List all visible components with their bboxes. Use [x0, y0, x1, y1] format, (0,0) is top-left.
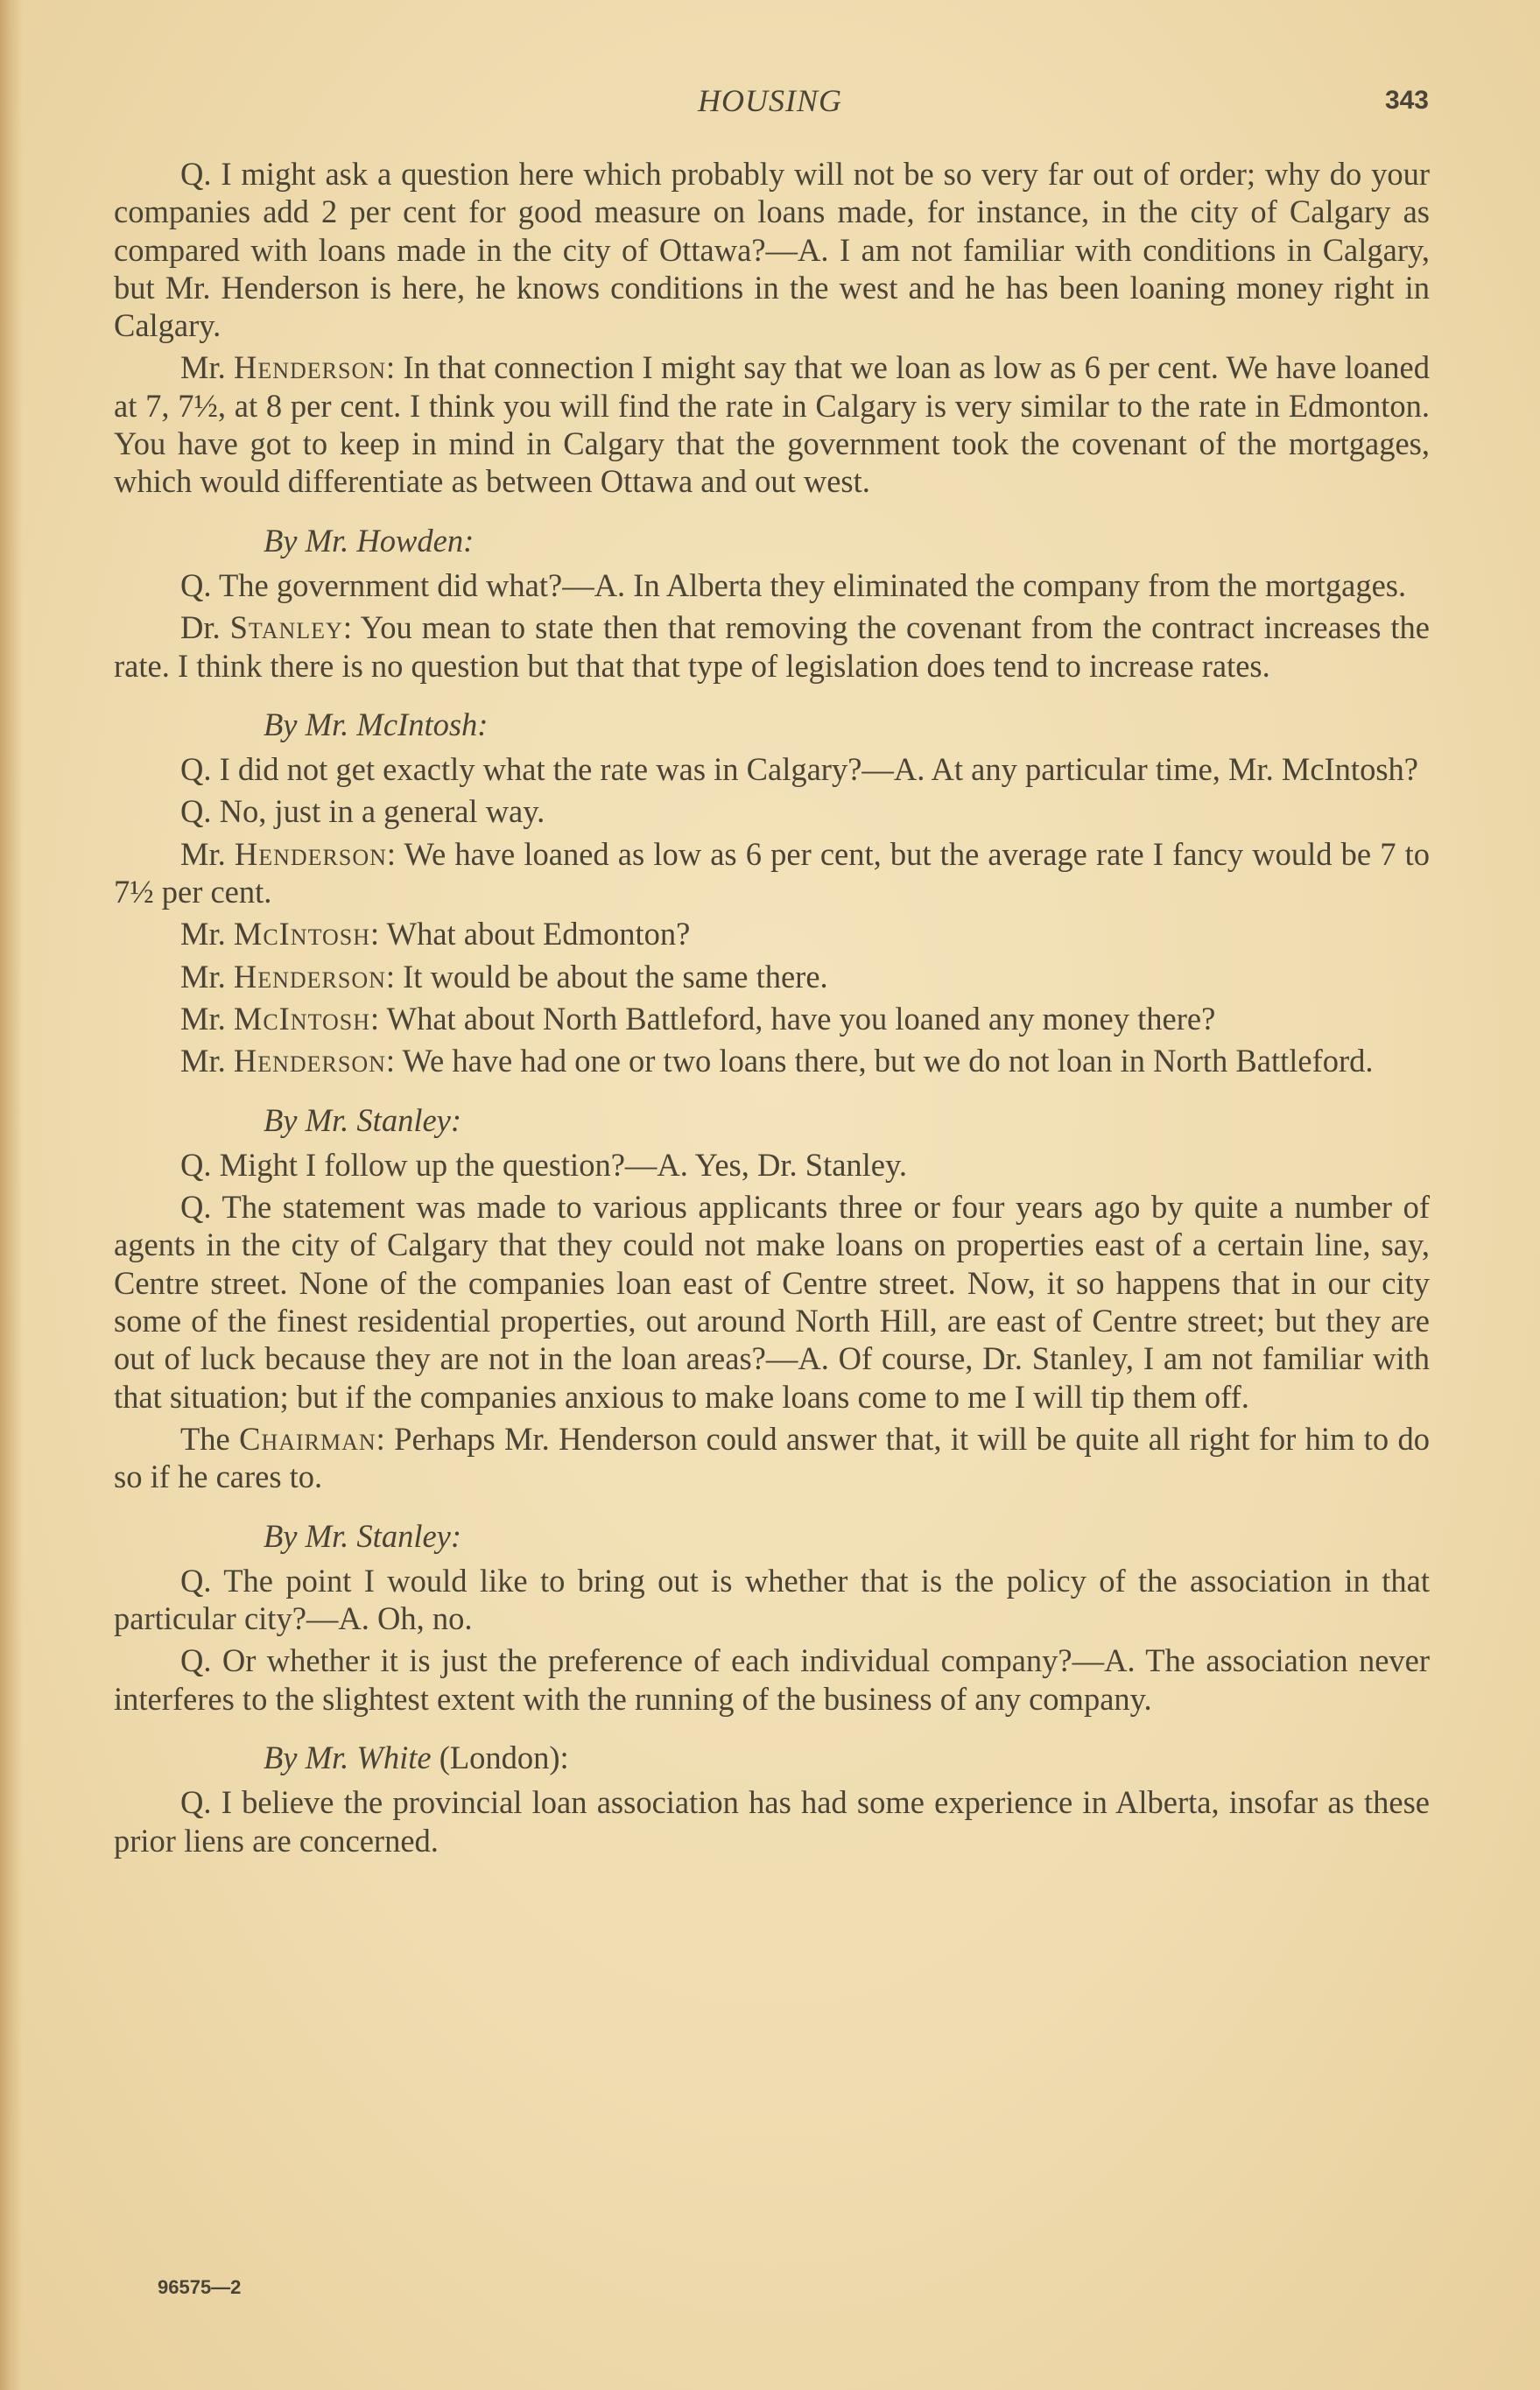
byline-suffix: (London):	[431, 1739, 569, 1775]
paragraph-text: Q. I believe the provincial loan association has had some experience in Alberta, insofar as these prior liens are concerned.	[114, 1784, 1430, 1859]
examiner-byline	[114, 706, 1430, 743]
speaker-title: The	[180, 1420, 240, 1457]
paragraph-text: : What about North Battleford, have you loaned any money there?	[370, 1000, 1216, 1037]
page-edge-shadow	[0, 0, 23, 2390]
speaker-title: Mr.	[180, 916, 234, 952]
paragraph-text: : We have had one or two loans there, but we do not loan in North Battleford.	[385, 1043, 1374, 1079]
question-paragraph	[114, 792, 1430, 830]
paragraph-text: Q. The point I would like to bring out is whether that is the policy of the association in that particular city?—A. Oh, no.	[114, 1562, 1430, 1637]
running-title: HOUSING	[698, 83, 842, 118]
speaker-title: Mr.	[180, 1000, 234, 1037]
paragraph-text: Q. The government did what?—A. In Alberta they eliminated the company from the mortgages.	[180, 566, 1407, 603]
byline-text: By Mr. Howden:	[264, 522, 475, 559]
speaker-paragraph	[114, 348, 1430, 500]
paragraph-text: : You mean to state then that removing the covenant from the contract increases the rate. I think there is no question but that that type of legislation does tend to increase rates.	[114, 609, 1430, 684]
speaker-name: McIntosh	[233, 916, 371, 952]
speaker-paragraph	[114, 1042, 1430, 1079]
examiner-byline	[114, 1517, 1430, 1555]
question-paragraph	[114, 750, 1430, 788]
speaker-title: Mr.	[180, 1043, 234, 1079]
speaker-paragraph	[114, 958, 1430, 995]
paragraph-text: : We have loaned as low as 6 per cent, but the average rate I fancy would be 7 to 7½ per cent.	[114, 835, 1430, 910]
speaker-name: McIntosh	[233, 1000, 371, 1037]
speaker-paragraph	[114, 1420, 1430, 1496]
paragraph-text: : It would be about the same there.	[385, 958, 828, 995]
speaker-name: Henderson	[234, 349, 387, 386]
speaker-name: Chairman	[239, 1420, 376, 1457]
speaker-name: Henderson	[234, 835, 387, 872]
paragraph-text: Q. Might I follow up the question?—A. Yes, Dr. Stanley.	[180, 1146, 908, 1183]
speaker-name: Stanley	[229, 609, 343, 646]
examiner-byline	[114, 522, 1430, 559]
speaker-paragraph	[114, 835, 1430, 911]
question-paragraph	[114, 155, 1430, 344]
byline-text: By Mr. Stanley:	[264, 1517, 462, 1554]
question-paragraph	[114, 1783, 1430, 1859]
paragraph-text: Q. Or whether it is just the preference of each individual company?—A. The association never interferes to the slightest extent with the running of the business of any company.	[114, 1642, 1430, 1717]
question-paragraph	[114, 1146, 1430, 1184]
print-code: 96575—2	[158, 2276, 242, 2298]
examiner-byline	[114, 1101, 1430, 1139]
paragraph-text: Q. No, just in a general way.	[180, 793, 545, 830]
byline-text: By Mr. White	[264, 1739, 432, 1775]
speaker-name: Henderson	[233, 958, 386, 995]
question-paragraph	[114, 1562, 1430, 1638]
paragraph-text: : In that connection I might say that we loan as low as 6 per cent. We have loaned at 7, 7½, at 8 per cent. I think you will find the rate in Calgary is very similar to the rate in Edmonton. You have got to keep in mind in Calgary that the government took the covenant of the mortgages, which would differentiate as between Ottawa and out west.	[114, 349, 1430, 500]
speaker-paragraph	[114, 608, 1430, 685]
paragraph-text: Q. I did not get exactly what the rate was in Calgary?—A. At any particular time, Mr. McIntosh?	[180, 751, 1418, 788]
question-paragraph	[114, 1188, 1430, 1416]
page-number: 343	[1384, 86, 1429, 115]
page-header	[0, 82, 1540, 126]
speaker-name: Henderson	[233, 1043, 386, 1079]
speaker-title: Mr.	[180, 958, 234, 995]
paragraph-text: : Perhaps Mr. Henderson could answer that, it will be quite all right for him to do so if he cares to.	[114, 1420, 1430, 1495]
paragraph-text: Q. I might ask a question here which probably will not be so very far out of order; why do your companies add 2 per cent for good measure on loans made, for instance, in the city of Calgary as compared with loans made in the city of Ottawa?—A. I am not familiar with conditions in Calgary, but Mr. Henderson is here, he knows conditions in the west and he has been loaning money right in Calgary.	[114, 156, 1430, 344]
speaker-title: Mr.	[180, 835, 235, 872]
examiner-byline	[114, 1739, 1430, 1776]
question-paragraph	[114, 1641, 1430, 1718]
byline-text: By Mr. McIntosh:	[264, 706, 489, 742]
paragraph-text: : What about Edmonton?	[370, 916, 691, 952]
byline-text: By Mr. Stanley:	[264, 1101, 462, 1138]
speaker-title: Mr.	[180, 349, 234, 386]
speaker-paragraph	[114, 1000, 1430, 1037]
speaker-title: Dr.	[180, 609, 230, 646]
transcript-body	[114, 155, 1430, 1864]
question-paragraph	[114, 566, 1430, 604]
speaker-paragraph	[114, 915, 1430, 952]
paragraph-text: Q. The statement was made to various applicants three or four years ago by quite a number of agents in the city of Calgary that they could not make loans on properties east of a certain line, say, Centre street. None of the companies loan east of Centre street. Now, it so happens that in our city some of the finest residential properties, out around North Hill, are east of Centre street; but they are out of luck because they are not in the loan areas?—A. Of course, Dr. Stanley, I am not familiar with that situation; but if the companies anxious to make loans come to me I will tip them off.	[114, 1189, 1430, 1415]
